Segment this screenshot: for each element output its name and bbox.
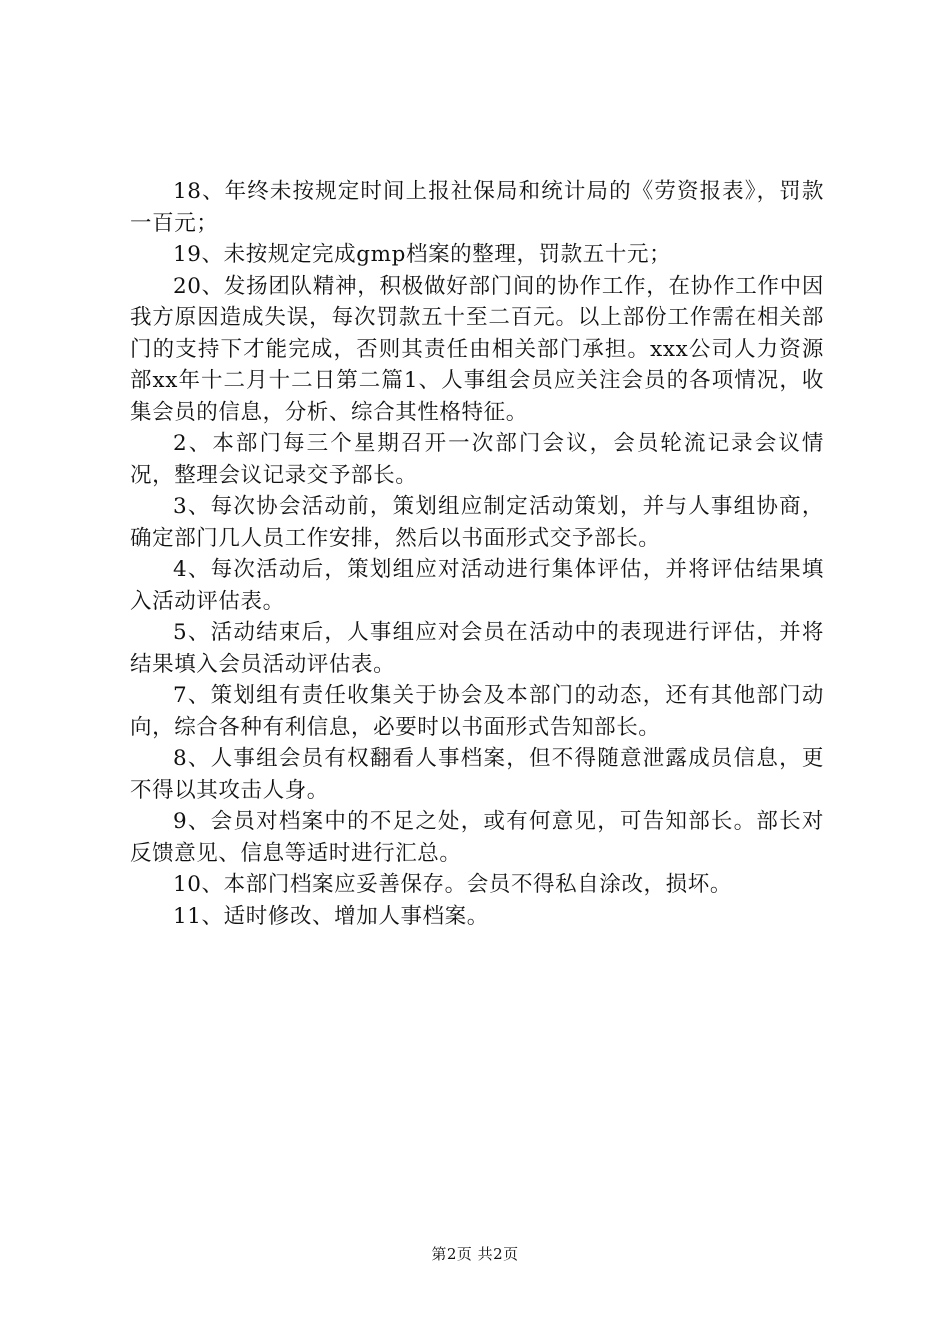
page-number-footer: 第2页 共2页 (431, 1245, 519, 1263)
paragraph-10: 10、本部门档案应妥善保存。会员不得私自涂改，损坏。 (173, 872, 732, 897)
paragraph-5: 5、活动结束后，人事组应对会员在活动中的表现进行评估，并将结果填入会员活动评估表。 (130, 620, 824, 677)
paragraph-18: 18、年终未按规定时间上报社保局和统计局的《劳资报表》，罚款一百元； (130, 179, 824, 236)
paragraph-9: 9、会员对档案中的不足之处，或有何意见，可告知部长。部长对反馈意见、信息等适时进行汇总。 (130, 809, 824, 866)
paragraph-11: 11、适时修改、增加人事档案。 (173, 903, 489, 929)
document-body (130, 176, 824, 932)
paragraph-20: 20、发扬团队精神，积极做好部门间的协作工作，在协作工作中因我方原因造成失误，每次罚款五十至二百元。以上部份工作需在相关部门的支持下才能完成，否则其责任由相关部门承担。xxx公司人力资源部xx年十二月十二日第二篇1、人事组会员应关注会员的各项情况，收集会员的信息，分析、综合其性格特征。 (130, 273, 824, 425)
paragraph-3: 3、每次协会活动前，策划组应制定活动策划，并与人事组协商，确定部门几人员工作安排，然后以书面形式交予部长。 (130, 494, 824, 551)
paragraph-2: 2、本部门每三个星期召开一次部门会议，会员轮流记录会议情况，整理会议记录交予部长。 (130, 431, 824, 488)
paragraph-7: 7、策划组有责任收集关于协会及本部门的动态，还有其他部门动向，综合各种有利信息，必要时以书面形式告知部长。 (130, 683, 824, 740)
paragraph-8: 8、人事组会员有权翻看人事档案，但不得随意泄露成员信息，更不得以其攻击人身。 (130, 746, 824, 803)
paragraph-19: 19、未按规定完成gmp档案的整理，罚款五十元； (173, 242, 672, 267)
paragraph-4: 4、每次活动后，策划组应对活动进行集体评估，并将评估结果填入活动评估表。 (130, 557, 824, 614)
